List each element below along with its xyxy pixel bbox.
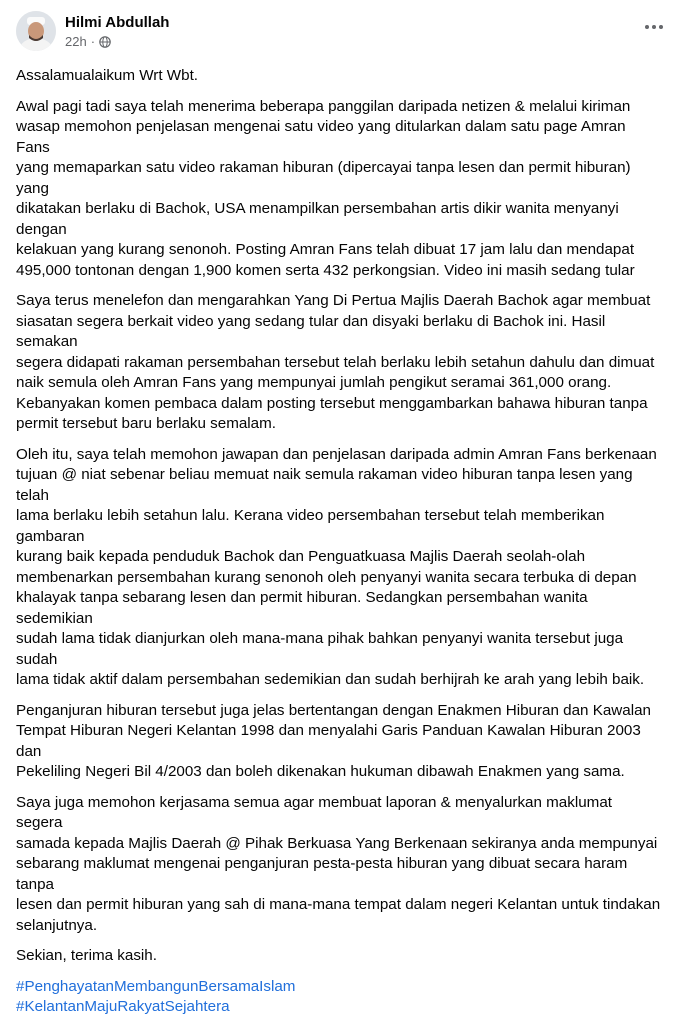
post-paragraph: Oleh itu, saya telah memohon jawapan dan penjelasan daripada admin Amran Fans berkenaan tujuan @ niat sebenar beliau memuat naik semula rakaman video hiburan tanpa lesen yang telah lama berlaku lebih setahun lalu. Kerana video persembahan tersebut telah memberikan gambaran kurang baik kepada penduduk Bachok dan Penguatkuasa Majlis Daerah seolah-olah membenarkan persembahan kurang senonoh oleh penyanyi wanita secara terbuka di depan khalayak tanpa sebarang lesen dan permit hiburan. Sedangkan persembahan wanita sedemikian sudah lama tidak dianjurkan oleh mana-mana pihak bahkan penyanyi wanita tersebut juga sudah lama tidak aktif dalam persembahan sedemikian dan sudah berhijrah ke arah yang lebih baik. [16,445,657,688]
post-body [16,66,661,1018]
post-header [16,0,661,56]
post-submeta [65,34,169,50]
post-paragraph: Saya terus menelefon dan mengarahkan Yang Di Pertua Majlis Daerah Bachok agar membuat siasatan segera berkait video yang sedang tular dan disyaki berlaku di Bachok ini. Hasil semakan segera didapati rakaman persembahan tersebut telah berlaku lebih setahun dahulu dan dimuat naik semula oleh Amran Fans yang mempunyai jumlah pengikut seramai 361,000 orang. Kebanyakan komen pembaca dalam posting tersebut menggambarkan bahawa hiburan tanpa permit tersebut baru berlaku semalam. [16,292,655,432]
more-horizontal-icon [644,24,664,30]
meta-separator: · [90,33,96,49]
author-avatar[interactable] [16,11,56,51]
avatar-image [16,11,56,51]
post-paragraph: Saya juga memohon kerjasama semua agar membuat laporan & menyalurkan maklumat segera samada kepada Majlis Daerah @ Pihak Berkuasa Yang Berkenaan sekiranya anda mempunyai sebarang maklumat mengenai penganjuran pesta-pesta hiburan yang dibuat secara haram tanpa lesen dan permit hiburan yang sah di mana-mana tempat dalam negeri Kelantan untuk tindakan selanjutnya. [16,793,661,934]
author-name[interactable]: Hilmi Abdullah [65,13,170,31]
post-paragraph: Penganjuran hiburan tersebut juga jelas bertentangan dengan Enakmen Hiburan dan Kawalan Tempat Hiburan Negeri Kelantan 1998 dan menyalahi Garis Panduan Kawalan Hiburan 2003 dan Pekeliling Negeri Bil 4/2003 dan boleh dikenakan hukuman dibawah Enakmen yang sama. [16,701,651,780]
hashtag-link[interactable]: #PenghayatanMembangunBersamaIslam [16,977,296,995]
post-paragraph: Awal pagi tadi saya telah menerima beberapa panggilan daripada netizen & melalui kiriman wasap memohon penjelasan mengenai satu video yang ditularkan dalam satu page Amran Fans yang memaparkan satu video rakaman hiburan (dipercayai tanpa lesen dan permit hiburan) yang dikatakan berlaku di Bachok, USA menampilkan persembahan artis dikir wanita menyanyi dengan kelakuan yang kurang senonoh. Posting Amran Fans telah dibuat 17 jam lalu dan mendapat 495,000 tontonan dengan 1,900 komen serta 432 perkongsian. Video ini masih sedang tular [16,97,635,279]
hashtag-list [16,977,661,1018]
post-meta [65,13,169,50]
globe-icon[interactable] [99,36,111,48]
post-paragraph-closing: Sekian, terima kasih. [16,947,157,964]
post-options-button[interactable] [641,14,667,40]
hashtag-link[interactable]: #KelantanMajuRakyatSejahtera [16,998,230,1015]
post-timestamp[interactable]: 22h [65,33,87,49]
post-paragraph-greeting: Assalamualaikum Wrt Wbt. [16,67,199,84]
